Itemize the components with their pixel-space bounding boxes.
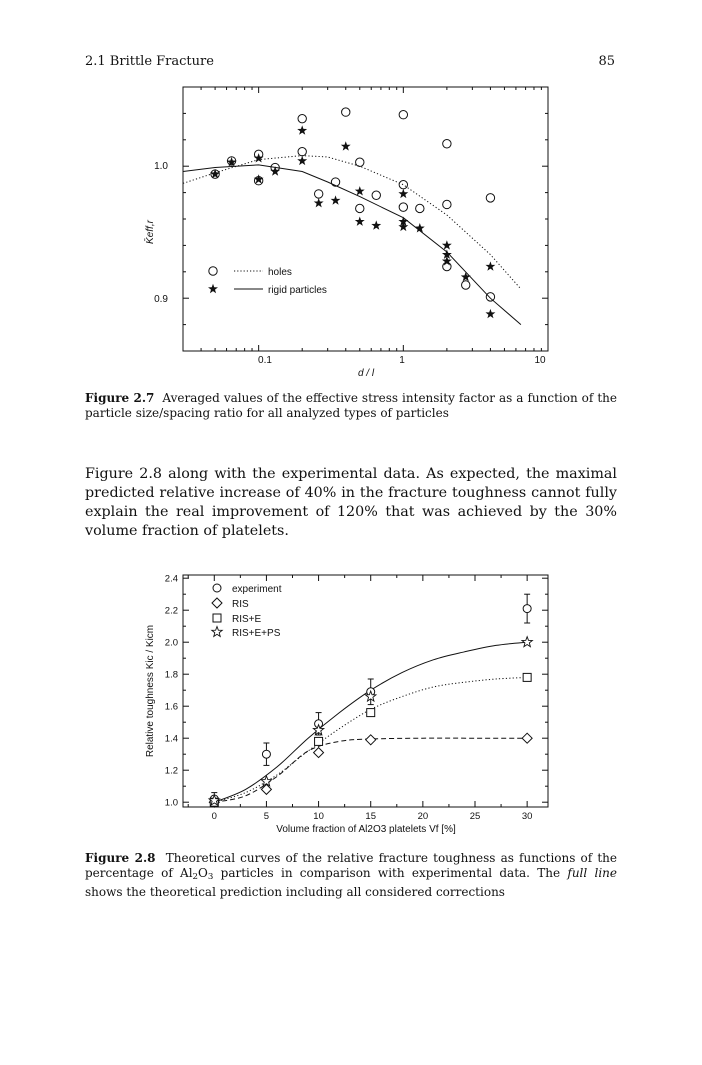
curve-RIS-plus-E-plus-PS <box>214 642 527 802</box>
data-point-ris <box>314 748 324 758</box>
caption-text-3: particles in comparison with experimental data. The <box>213 866 568 880</box>
data-point-experiment <box>523 605 531 613</box>
legend-ris-e-ps-label: RIS+E+PS <box>232 628 281 639</box>
x-tick-label: 15 <box>365 811 377 822</box>
caption-emphasis: full line <box>567 866 617 880</box>
caption-text-4: shows the theoretical prediction including all considered corrections <box>85 885 505 900</box>
data-point-ris-e <box>367 709 375 717</box>
x-axis-title: d / l <box>357 368 375 379</box>
running-header-section: 2.1 Brittle Fracture <box>85 54 214 69</box>
legend-holes-label: holes <box>268 267 292 278</box>
caption-text: Averaged values of the effective stress intensity factor as a function of the particle size/spacing ratio for all analyzed types of particles <box>85 391 617 420</box>
x-tick-label: 10 <box>313 811 324 822</box>
body-paragraph: Figure 2.8 along with the experimental data. As expected, the maximal predicted relative increase of 40% in the fracture toughness cannot fully explain the real improvement of 120% that was achieved by the 30% volume fraction of platelets. <box>85 466 617 539</box>
legend-experiment-marker <box>213 584 221 592</box>
x-tick-label: 5 <box>263 811 270 822</box>
legend-ris-label: RIS <box>232 599 249 610</box>
x-axis-title: Volume fraction of Al2O3 platelets Vf [%] <box>276 824 456 835</box>
caption-label: Figure 2.8 <box>85 851 156 865</box>
curve-RIS <box>214 738 527 802</box>
legend-ris-e-label: RIS+E <box>232 614 262 625</box>
y-axis-title: K̄eff,r <box>145 220 156 244</box>
y-tick-label: 2.2 <box>164 605 178 617</box>
data-point-ris <box>366 735 376 745</box>
caption-text-1: Theoretical curves of the relative fracture toughness as functions of the percentage of Al <box>85 851 617 880</box>
figure-2-8-caption <box>85 851 617 900</box>
legend-experiment-label: experiment <box>232 584 282 595</box>
caption-label: Figure 2.7 <box>85 391 155 405</box>
y-tick-label: 1.8 <box>164 669 178 681</box>
y-tick-label: 1.6 <box>164 701 178 713</box>
y-tick-label-0.9: 0.9 <box>154 294 168 305</box>
x-tick-label: 20 <box>417 811 429 822</box>
y-axis-title: Relative toughness Kic / Kicm <box>145 624 156 758</box>
x-tick-label: 30 <box>521 811 533 822</box>
x-tick-label-0.1: 0.1 <box>258 355 272 366</box>
data-point-ris-e <box>315 737 323 745</box>
data-point-ris-e-ps <box>522 637 532 647</box>
caption-text-2: O <box>198 866 208 880</box>
legend-ris-e-marker <box>213 614 221 622</box>
legend-ris-e-ps-marker <box>212 627 222 637</box>
x-tick-label-1: 1 <box>399 355 405 366</box>
data-point-ris-e <box>523 673 531 681</box>
y-tick-label: 1.2 <box>164 765 178 777</box>
y-tick-label: 1.0 <box>164 797 178 809</box>
page-number: 85 <box>598 54 615 69</box>
legend-rigid-label: rigid particles <box>268 285 327 296</box>
caption-subscript-2: 2 <box>192 872 199 883</box>
y-tick-label: 1.4 <box>164 733 178 745</box>
y-tick-label: 2.4 <box>164 573 178 585</box>
legend-ris-marker <box>212 598 222 608</box>
data-point-ris <box>522 733 532 743</box>
y-tick-label: 2.0 <box>164 637 178 649</box>
caption-subscript-3: 3 <box>207 872 214 883</box>
x-tick-label: 0 <box>211 811 217 822</box>
x-tick-label-10: 10 <box>534 355 546 366</box>
y-tick-label-1.0: 1.0 <box>154 161 168 172</box>
data-point-experiment <box>262 750 270 758</box>
x-tick-label: 25 <box>469 811 481 822</box>
